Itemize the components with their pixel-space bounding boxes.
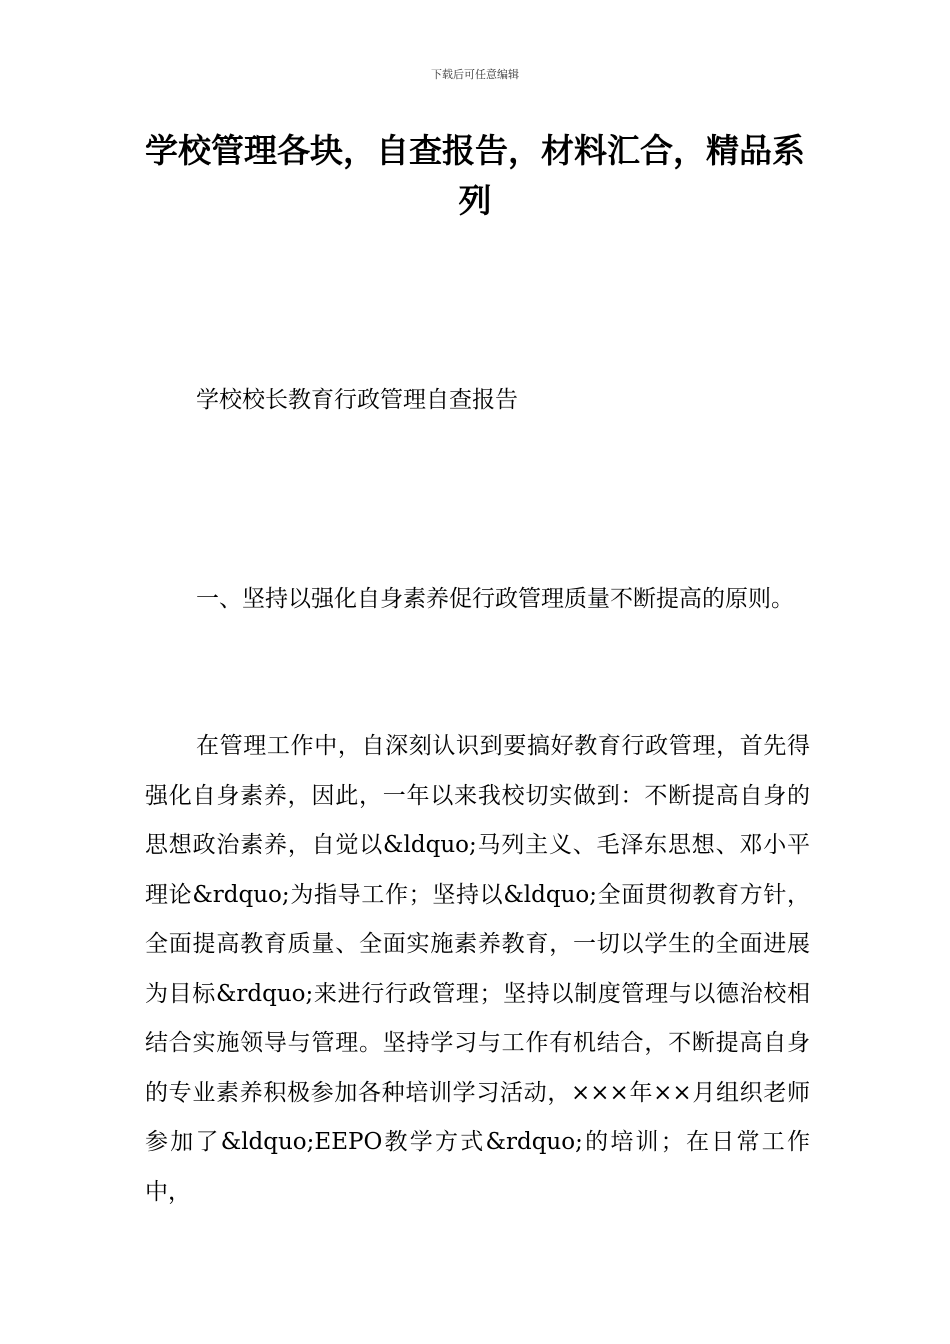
header-note: 下载后可任意编辑 bbox=[431, 68, 519, 81]
paragraph-body: 在管理工作中，自深刻认识到要搞好教育行政管理，首先得强化自身素养，因此，一年以来我校切实做到：不断提高自身的思想政治素养，自觉以&ldquo;马列主义、毛泽东思想、邓小平理论&rdquo;为指导工作；坚持以&ldquo;全面贯彻教育方针，全面提高教育质量、全面实施素养教育，一切以学生的全面进展为目标&rdquo;来进行行政管理；坚持以制度管理与以德治校相结合实施领导与管理。坚持学习与工作有机结合，不断提高自身的专业素养积极参加各种培训学习活动，×××年××月组织老师参加了&ldquo;EEPO教学方式&rdquo;的培训；在日常工作中， bbox=[145, 733, 810, 1205]
report-subtitle: 学校校长教育行政管理自查报告 bbox=[196, 387, 518, 413]
document-title: 学校管理各块，自查报告，材料汇合，精品系列 bbox=[145, 131, 805, 220]
paragraph-principle: 一、坚持以强化自身素养促行政管理质量不断提高的原则。 bbox=[196, 586, 794, 612]
